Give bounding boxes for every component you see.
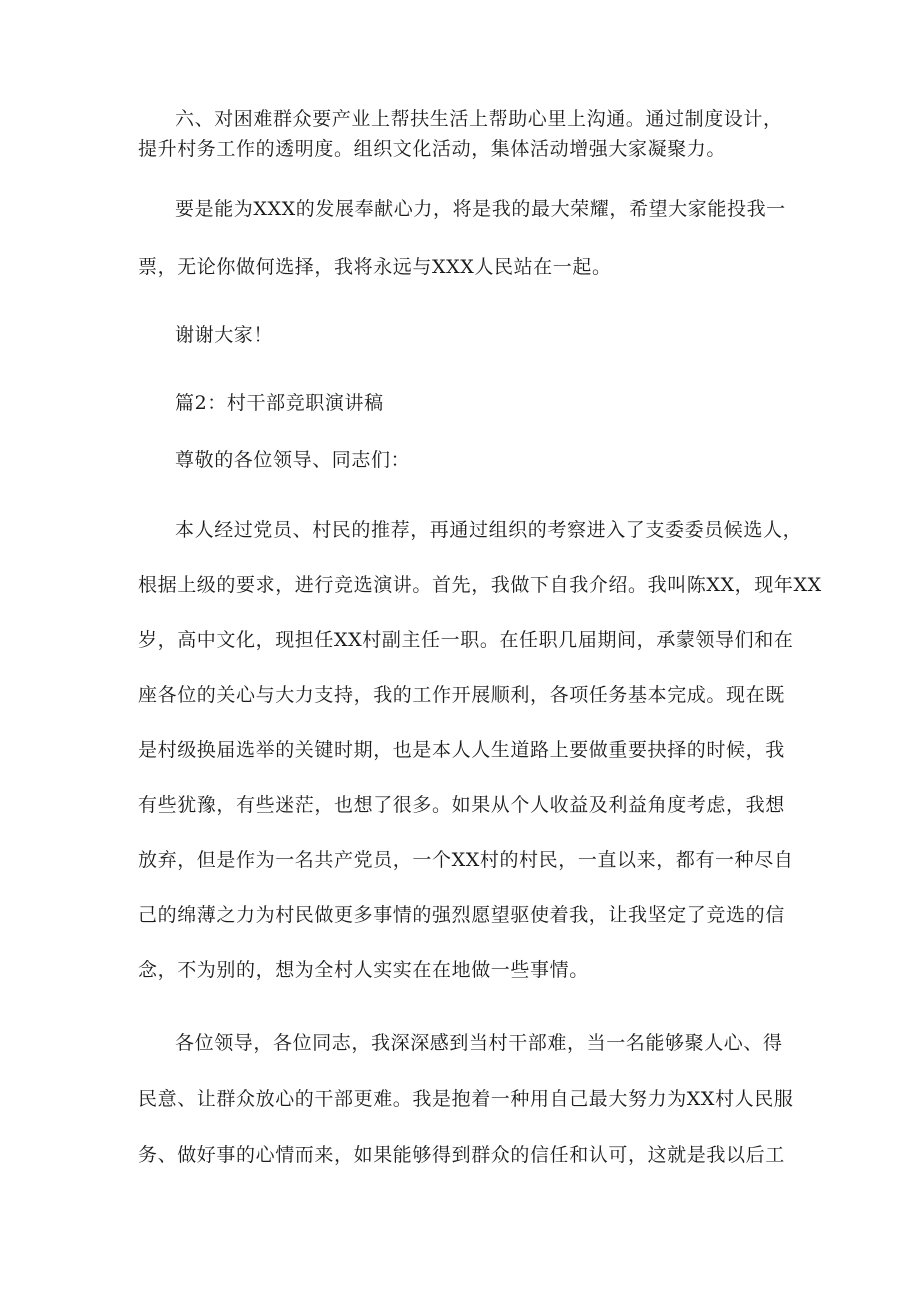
paragraph-line: 篇2：村干部竞职演讲稿 <box>175 392 384 414</box>
paragraph-line: 各位领导，各位同志，我深深感到当村干部难，当一名能够聚人心、得 <box>175 1032 783 1054</box>
paragraph-line: 岁，高中文化，现担任XX村副主任一职。在任职几届期间，承蒙领导们和在 <box>138 629 794 651</box>
paragraph-line: 谢谢大家！ <box>175 324 274 346</box>
paragraph-line: 念，不为别的，想为全村人实实在在地做一些事情。 <box>138 959 589 981</box>
paragraph-line: 己的绵薄之力为村民做更多事情的强烈愿望驱使着我，让我坚定了竞选的信 <box>138 904 785 926</box>
paragraph-line: 放弃，但是作为一名共产党员，一个XX村的村民，一直以来，都有一种尽自 <box>138 849 794 871</box>
paragraph-line: 有些犹豫，有些迷茫，也想了很多。如果从个人收益及利益角度考虑，我想 <box>138 794 785 816</box>
paragraph-line: 根据上级的要求，进行竞选演讲。首先，我做下自我介绍。我叫陈XX，现年XX <box>138 574 822 596</box>
paragraph-line: 六、对困难群众要产业上帮扶生活上帮助心里上沟通。通过制度设计， <box>175 108 783 130</box>
paragraph-line: 座各位的关心与大力支持，我的工作开展顺利，各项任务基本完成。现在既 <box>138 684 785 706</box>
paragraph-line: 提升村务工作的透明度。组织文化活动，集体活动增强大家凝聚力。 <box>138 138 727 160</box>
paragraph-line: 是村级换届选举的关键时期，也是本人人生道路上要做重要抉择的时候，我 <box>138 739 785 761</box>
paragraph-line: 票，无论你做何选择，我将永远与XXX人民站在一起。 <box>138 256 612 278</box>
paragraph-line: 尊敬的各位领导、同志们： <box>175 449 411 471</box>
paragraph-line: 民意、让群众放心的干部更难。我是抱着一种用自己最大努力为XX村人民服 <box>138 1088 794 1110</box>
paragraph-line: 务、做好事的心情而来，如果能够得到群众的信任和认可，这就是我以后工 <box>138 1144 785 1166</box>
paragraph-line: 要是能为XXX的发展奉献心力，将是我的最大荣耀，希望大家能投我一 <box>175 198 786 220</box>
paragraph-line: 本人经过党员、村民的推荐，再通过组织的考察进入了支委委员候选人， <box>175 519 803 541</box>
